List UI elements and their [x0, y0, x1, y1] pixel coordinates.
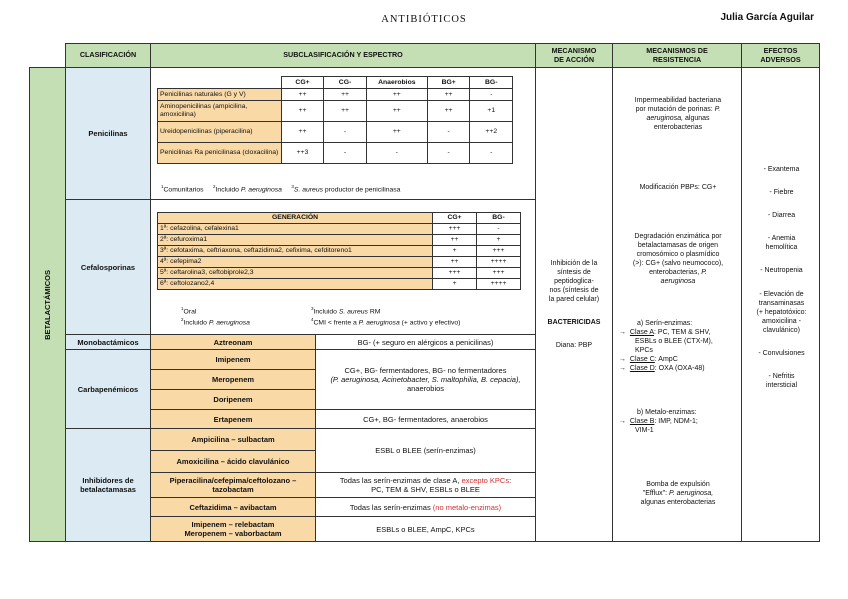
efecto-item: hemolítica: [765, 244, 798, 252]
class-penicilinas: Penicilinas: [65, 67, 151, 200]
penicilinas-table: [157, 76, 513, 164]
penicilinas-notes: $^1$Comunitarios $^2$Incluido P. aeruginosa $^3$S. aureus productor de penicilinasa: [161, 184, 401, 194]
cef-note-3: Incluido: [313, 308, 337, 316]
cef-cell: ++++: [477, 279, 521, 290]
pen-note-1: Comunitarios: [163, 186, 204, 194]
cef-note-4-species: P. aeruginosa: [358, 319, 400, 327]
resistencia-column: [612, 67, 742, 542]
pen-cell: ++: [281, 122, 324, 143]
pen-cell: ++: [427, 101, 470, 122]
pen-cell: -: [324, 143, 366, 164]
pen-cell: -: [366, 143, 427, 164]
efecto-item: - Diarrea: [767, 212, 796, 220]
mec-bactericidas: BACTERICIDAS: [547, 319, 601, 327]
mec-diana: Diana: PBP: [555, 342, 593, 350]
tazo-spectrum-line2: PC, TEM & SHV, ESBLs o BLEE: [371, 485, 480, 494]
spectrum-tazobactam: Todas las serín-enzimas de clase A, excepto KPCs: PC, TEM & SHV, ESBLs o BLEE: [315, 472, 536, 498]
header-subclasificacion: SUBCLASIFICACIÓN Y ESPECTRO: [150, 43, 536, 68]
pen-header-cell: CG+: [281, 77, 324, 89]
pen-row-name: Aminopenicilinas (ampicilina, amoxicilina): [158, 101, 282, 122]
efecto-item: - Exantema: [763, 166, 800, 173]
spectrum-ertapenem: CG+, BG- fermentadores, anaerobios: [315, 409, 536, 429]
cef-cell: ++++: [477, 257, 521, 268]
spectrum-carbapenemicos: [315, 349, 536, 410]
cef-note-1: Oral: [183, 308, 197, 316]
cef-header-generacion: GENERACIÓN: [158, 213, 433, 224]
efectos-column: [741, 67, 820, 542]
pen-cell: -: [470, 89, 513, 101]
arrow-icon: →: [619, 365, 626, 373]
pen-cell: +1: [470, 101, 513, 122]
mec-line4: nos (síntesis de: [549, 286, 599, 294]
cef-row-name: 1ª: cefazolina, cefalexina1: [158, 224, 433, 235]
cef-row-name: 5ª: ceftarolina3, ceftobiprole2,3: [158, 268, 433, 279]
cef-cell: +: [433, 279, 477, 290]
pen-cell: ++: [366, 101, 427, 122]
class-monobactamicos: Monobactámicos: [65, 334, 151, 350]
pen-cell: ++: [427, 89, 470, 101]
res-a-title: a) Serín-enzimas:: [637, 320, 693, 327]
pen-cell: -: [427, 143, 470, 164]
mec-line3: peptidoglica-: [554, 277, 594, 285]
cef-notes-right: $^3$Incluido S. aureus RM $^4$CMI < frente a P. aeruginosa (+ activo y efectivo): [311, 306, 461, 327]
pen-header-cell: BG+: [427, 77, 470, 89]
pen-cell: -: [470, 143, 513, 164]
class-inhibidores-line2: betalactamasas: [80, 485, 136, 494]
cef-cell: +++: [477, 246, 521, 257]
pen-note-3-species: S. aureus: [293, 186, 323, 194]
efecto-item: (+ hepatotóxico:: [756, 308, 807, 316]
cef-note-4: CMI < frente a: [313, 319, 357, 327]
res-claseC-label: Clase C: [629, 356, 655, 364]
drug-doripenem: Doripenem: [150, 389, 316, 410]
class-inhibidores: [65, 428, 151, 542]
res-degradacion: [617, 232, 739, 287]
res-p3-line2: betalactamasas de origen: [637, 242, 719, 250]
header-efectos-line1: EFECTOS: [763, 45, 798, 55]
penicilinas-corner: [158, 77, 282, 89]
cefalosporinas-table: [157, 212, 521, 290]
drug-ertapenem: Ertapenem: [150, 409, 316, 429]
cef-row-name: 6ª: ceftolozano2,4: [158, 279, 433, 290]
header-resistencia-line1: MECANISMOS DE: [646, 45, 708, 55]
pen-note-2: Incluido: [215, 186, 239, 194]
res-p4-species: P. aeruginosa,: [669, 490, 714, 498]
res-claseA-rest3: KPCs: [635, 347, 653, 355]
drug-imipenem: Imipenem: [150, 349, 316, 370]
carb-spectrum-species: (P. aeruginosa, Acinetobacter, S. maltophilia, B. cepacia),: [330, 375, 521, 384]
res-claseB-label: Clase B: [629, 418, 655, 426]
cef-note-2: Incluido: [183, 319, 207, 327]
res-claseD-rest: : OXA (OXA-48): [654, 365, 705, 373]
pen-cell: ++: [366, 122, 427, 143]
pen-row-name: Penicilinas naturales (G y V): [158, 89, 282, 101]
cef-cell: -: [477, 224, 521, 235]
cef-cell: +++: [433, 268, 477, 279]
cef-row-name: 4ª: cefepima2: [158, 257, 433, 268]
res-p3-species-b: aeruginosa: [660, 278, 696, 286]
header-efectos-line2: ADVERSOS: [760, 54, 801, 64]
res-p4-line1: Bomba de expulsión: [646, 481, 710, 488]
drug-vaborbactam: Meropenem – vaborbactam: [184, 529, 282, 538]
efecto-item: - Anemia: [767, 235, 796, 243]
cef-cell: +: [477, 235, 521, 246]
res-p3-line4: (>): CG+ (salvo neumococo),: [632, 260, 724, 268]
header-resistencia: [612, 43, 742, 68]
res-p1-line4: algunas: [685, 115, 710, 123]
cef-cell: ++: [433, 235, 477, 246]
drug-relebactam: Imipenem – relebactam: [191, 520, 275, 529]
drug-aztreonam: Aztreonam: [150, 334, 316, 350]
header-efectos: [741, 43, 820, 68]
mec-line2: síntesis de: [557, 268, 591, 276]
res-claseD-label: Clase D: [629, 365, 655, 373]
cefalosporinas-section: [150, 199, 536, 335]
res-p1-line1: Impermeabilidad bacteriana: [634, 97, 722, 104]
pen-cell: ++3: [281, 143, 324, 164]
cef-header-cg: CG+: [433, 213, 477, 224]
cef-note-3-post: RM: [369, 308, 381, 316]
res-bomba-expulsion: [617, 480, 739, 507]
efecto-item: - Nefritis: [768, 373, 795, 381]
efecto-item: intersticial: [765, 382, 798, 390]
res-impermeabilidad: [617, 96, 739, 132]
cef-row-name: 2ª: cefuroxima1: [158, 235, 433, 246]
group-betalactamicos: [29, 67, 66, 542]
res-p1-species-b: aeruginosa,: [646, 115, 684, 123]
mecanismo-column: [535, 67, 613, 542]
efecto-item: amoxicilina -: [762, 317, 801, 325]
tazo-spectrum-red: excepto KPCs: [461, 476, 510, 485]
class-carbapenemicos: Carbapenémicos: [65, 349, 151, 429]
efecto-item: - Fiebre: [769, 189, 794, 197]
pen-cell: ++: [281, 89, 324, 101]
cef-cell: +: [433, 246, 477, 257]
arrow-icon: →: [619, 329, 626, 337]
cef-header-bg: BG-: [477, 213, 521, 224]
carb-spectrum-post: anaerobios: [406, 384, 445, 393]
carb-spectrum-line1: CG+, BG- fermentadores, BG- no fermentadores: [344, 366, 507, 375]
header-mecanismo-line1: MECANISMO: [551, 45, 597, 55]
pen-note-3: productor de penicilinasa: [324, 186, 401, 194]
avi-spectrum-red: (no metalo-enzimas): [432, 502, 502, 512]
pen-cell: -: [324, 122, 366, 143]
tazo-spectrum-pre: Todas las serín-enzimas de clase A,: [339, 476, 460, 485]
res-p1-line2: por mutación de porinas:: [635, 106, 713, 114]
group-label: BETALACTÁMICOS: [43, 269, 52, 340]
res-claseA-rest2: ESBLs o BLEE (CTX-M),: [635, 338, 713, 346]
pen-row-name: Penicilinas Ra penicilinasa (cloxacilina): [158, 143, 282, 164]
res-serin-enzimas: [619, 319, 741, 374]
cef-note-4-post: (+ activo y efectivo): [401, 319, 461, 327]
header-clasificacion: CLASIFICACIÓN: [65, 43, 151, 68]
cef-note-2-species: P. aeruginosa: [208, 319, 250, 327]
spectrum-relebactam: ESBLs o BLEE, AmpC, KPCs: [315, 516, 536, 542]
res-p4-line3: algunas enterobacterias: [640, 499, 716, 507]
efecto-item: transaminasas: [758, 299, 805, 307]
res-metalo-enzimas: [619, 408, 741, 435]
res-claseB-rest2: VIM-1: [635, 427, 654, 435]
res-p3-line5: enterobacterias,: [649, 269, 700, 277]
penicilinas-section: [150, 67, 536, 200]
efecto-item: - Elevación de: [759, 290, 804, 298]
res-claseA-rest1: : PC, TEM & SHV,: [654, 329, 711, 337]
res-claseB-rest1: : IMP, NDM-1;: [654, 418, 698, 426]
pen-cell: ++: [366, 89, 427, 101]
drug-meropenem: Meropenem: [150, 369, 316, 390]
cef-cell: +++: [477, 268, 521, 279]
drug-amoxicilina-clavulanico: Amoxicilina – ácido clavulánico: [150, 450, 316, 473]
class-cefalosporinas: Cefalosporinas: [65, 199, 151, 335]
res-claseA-label: Clase A: [629, 329, 655, 337]
res-modificacion-pbp: Modificación PBPs: CG+: [639, 184, 717, 191]
arrow-icon: →: [619, 356, 626, 364]
pen-cell: -: [427, 122, 470, 143]
pen-header-cell: Anaerobios: [366, 77, 427, 89]
cef-cell: ++: [433, 257, 477, 268]
drug-tazobactam: [150, 472, 316, 498]
header-mecanismo-line2: DE ACCIÓN: [553, 54, 595, 64]
header-resistencia-line2: RESISTENCIA: [652, 54, 702, 64]
spectrum-aztreonam: BG- (+ seguro en alérgicos a penicilinas): [315, 334, 536, 350]
pen-header-cell: BG-: [470, 77, 513, 89]
spectrum-avibactam: [315, 497, 536, 517]
author-name: Julia García Aguilar: [720, 12, 814, 23]
drug-tazobactam-line2: tazobactam: [212, 485, 254, 494]
spectrum-inhibidores-esbl: ESBL o BLEE (serín-enzimas): [315, 428, 536, 473]
pen-cell: ++: [324, 101, 366, 122]
class-inhibidores-line1: Inhibidores de: [82, 476, 134, 485]
pen-row-name: Ureidopenicilinas (piperacilina): [158, 122, 282, 143]
pen-cell: ++: [324, 89, 366, 101]
document-title: ANTIBIÓTICOS: [381, 14, 467, 25]
pen-cell: ++: [281, 101, 324, 122]
drug-ceftazidima-avibactam: Ceftazidima – avibactam: [150, 497, 316, 517]
res-p1-line5: enterobacterias: [653, 124, 703, 132]
pen-cell: ++2: [470, 122, 513, 143]
res-p1-species-a: P.: [714, 106, 721, 114]
arrow-icon: →: [619, 418, 626, 426]
efectos-list: [744, 165, 819, 390]
res-p3-line3: cromosómico o plasmídico: [636, 251, 720, 259]
efecto-item: - Convulsiones: [758, 350, 805, 358]
res-p4-line2: "Efflux":: [642, 490, 668, 498]
pen-header-cell: CG-: [324, 77, 366, 89]
mec-line5: la pared celular): [548, 296, 600, 304]
res-p3-line1: Degradación enzimática por: [634, 233, 722, 240]
avi-spectrum-pre: Todas las serín-enzimas: [349, 502, 431, 512]
header-mecanismo: [535, 43, 613, 68]
drug-ampicilina-sulbactam: Ampicilina – sulbactam: [150, 428, 316, 451]
res-claseC-rest: : AmpC: [654, 356, 678, 364]
res-b-title: b) Metalo-enzimas:: [637, 409, 697, 416]
res-p3-species-a: P.: [701, 269, 707, 277]
efecto-item: - Neutropenia: [760, 267, 803, 275]
efecto-item: clavulánico): [763, 326, 800, 334]
cef-notes-left: $^1$Oral $^2$Incluido P. aeruginosa: [181, 306, 250, 327]
drug-relebactam-vaborbactam: [150, 516, 316, 542]
drug-tazobactam-line1: Piperacilina/cefepima/ceftolozano –: [169, 476, 297, 485]
cef-row-name: 3ª: cefotaxima, ceftriaxona, ceftazidima2, cefixima, cefditoreno1: [158, 246, 433, 257]
mec-line1: Inhibición de la: [550, 259, 598, 267]
cef-cell: +++: [433, 224, 477, 235]
pen-note-2-species: P. aeruginosa: [240, 186, 282, 194]
cef-note-3-species: S. aureus: [338, 308, 368, 316]
